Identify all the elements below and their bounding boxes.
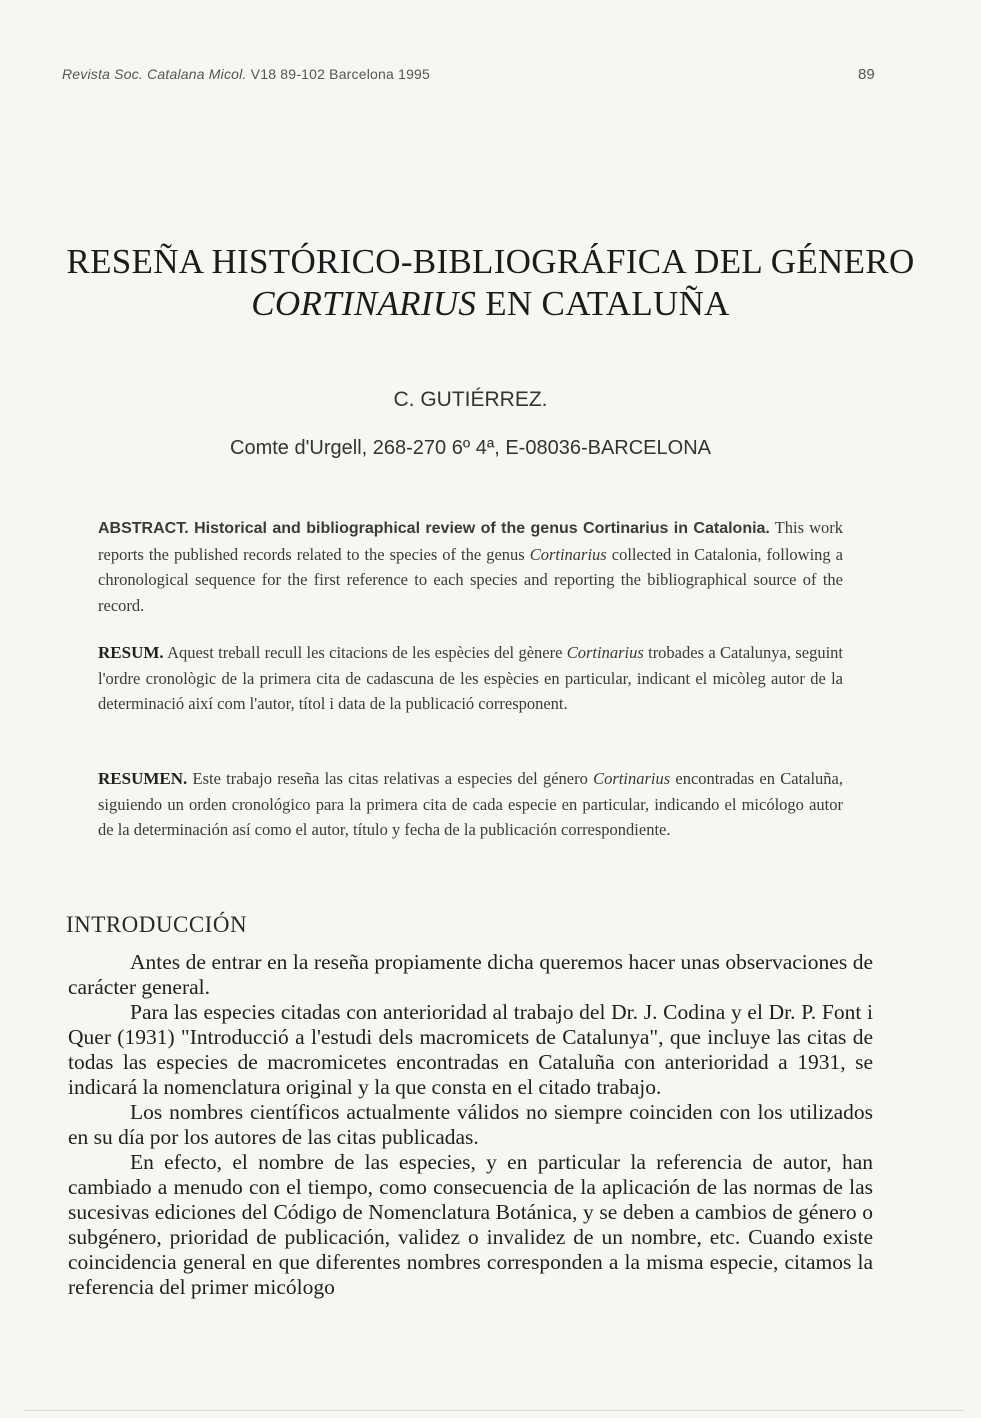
- resumen-genus: Cortinarius: [593, 769, 671, 788]
- resumen-label: RESUMEN.: [98, 769, 188, 788]
- abstract-label: ABSTRACT: [98, 520, 185, 537]
- abstract-text-2: collected in Catalonia, following a chronological sequence for the first reference to each species and reporting the bibliographical source of the record.: [98, 544, 843, 615]
- article-title-line-1: RESEÑA HISTÓRICO-BIBLIOGRÁFICA DEL GÉNERO: [66, 242, 915, 281]
- abstract-text-1: This work reports the published records related to the species of the genus: [98, 518, 843, 564]
- resumen-text-1: Este trabajo reseña las citas relativas a especies del género: [187, 769, 594, 788]
- abstract-paragraph: [98, 515, 843, 618]
- abstract-heading: . Historical and bibliographical review of the genus Cortinarius in Catalonia.: [184, 520, 770, 537]
- author-address: Comte d'Urgell, 268-270 6º 4ª, E-08036-BARCELONA: [230, 437, 711, 459]
- abstract-genus: Cortinarius: [529, 544, 607, 564]
- title-genus: CORTINARIUS: [251, 284, 477, 323]
- article-title-line-2: [40, 284, 941, 324]
- running-header: [62, 66, 430, 82]
- journal-citation: V18 89-102 Barcelona 1995: [250, 66, 431, 82]
- scan-edge-divider: [24, 1410, 964, 1411]
- intro-paragraph: Para las especies citadas con anterioridad al trabajo del Dr. J. Codina y el Dr. P. Font i Quer (1931) "Introducció a l'estudi dels macromicets de Catalunya", que incluye las citas de todas las especies de macromicetes encontradas en Cataluña con anterioridad a 1931, se indicará la nomenclatura original y la que consta en el citado trabajo.: [68, 1000, 873, 1099]
- resum-text-2: trobades a Catalunya, seguint l'ordre cronològic de la primera cita de cadascuna de les espècies en particular, indicant el micòleg autor de la determinació així com l'autor, títol i data de la publicació corresponent.: [98, 643, 843, 713]
- journal-name: Revista Soc. Catalana Micol.: [62, 66, 247, 82]
- resum-label: RESUM.: [98, 643, 164, 662]
- resum-paragraph: [98, 640, 843, 717]
- page-number: 89: [858, 66, 875, 83]
- resumen-text-2: encontradas en Cataluña, siguiendo un orden cronológico para la primera cita de cada especie en particular, indicando el micólogo autor de la determinación así como el autor, título y fecha de la publicación correspondiente.: [98, 769, 843, 839]
- resum-text-1: Aquest treball recull les citacions de les espècies del gènere: [163, 643, 567, 662]
- author-name: C. GUTIÉRREZ.: [393, 388, 548, 411]
- intro-paragraph: En efecto, el nombre de las especies, y en particular la referencia de autor, han cambiado a menudo con el tiempo, como consecuencia de la aplicación de las normas de las sucesivas ediciones del Código de Nomenclatura Botánica, y se deben a cambios de género o subgénero, prioridad de publicación, validez o invalidez de un nombre, etc. Cuando existe coincidencia general en que diferentes nombres corresponden a la misma especie, citamos la referencia del primer micólogo: [68, 1150, 873, 1299]
- intro-paragraph: Los nombres científicos actualmente válidos no siempre coinciden con los utilizados en su día por los autores de las citas publicadas.: [68, 1100, 873, 1149]
- resum-genus: Cortinarius: [566, 643, 644, 662]
- resumen-paragraph: [98, 766, 843, 843]
- title-rest: EN CATALUÑA: [476, 284, 730, 323]
- section-heading-introduction: INTRODUCCIÓN: [66, 912, 248, 937]
- intro-paragraph: Antes de entrar en la reseña propiamente dicha queremos hacer unas observaciones de carácter general.: [68, 950, 873, 999]
- introduction-body: [68, 950, 873, 1300]
